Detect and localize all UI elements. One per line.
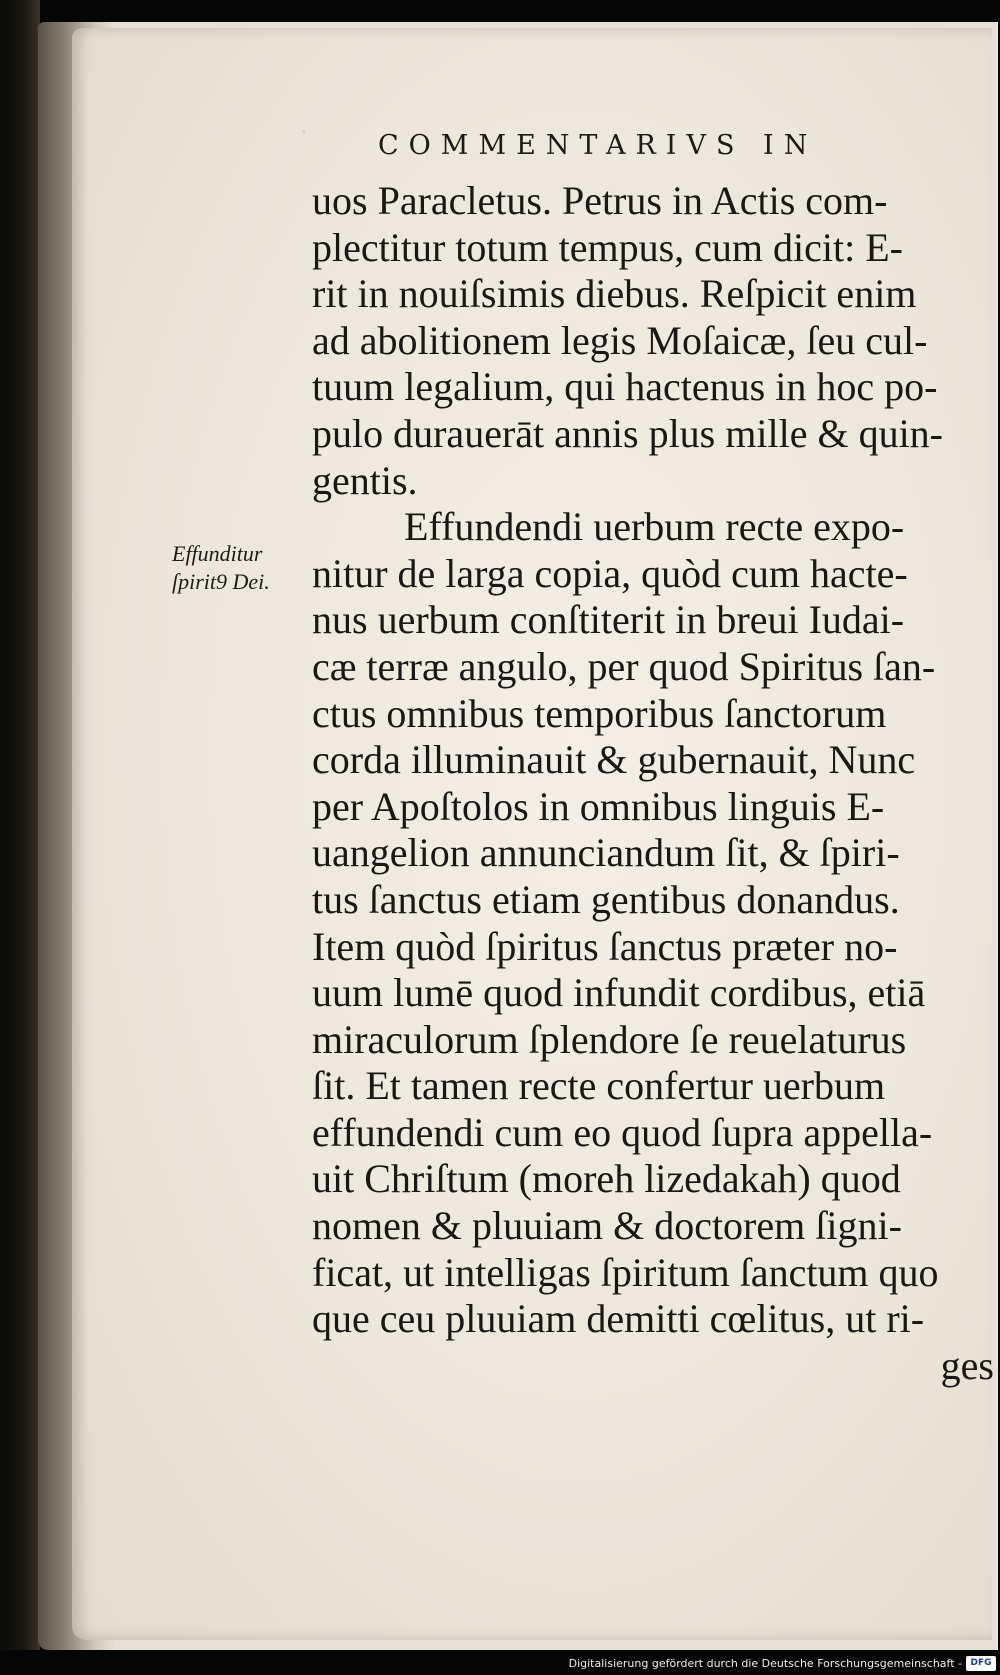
text-line: ctus omnibus temporibus ſanctorum — [312, 690, 887, 736]
text-line: Item quòd ſpiritus ſanctus præter no- — [312, 923, 898, 969]
text-line: cæ terræ angulo, per quod Spiritus ſan- — [312, 643, 936, 689]
text-line: nus uerbum conſtiterit in breui Iudai- — [312, 597, 905, 643]
text-line: plectitur totum tempus, cum dicit: E- — [312, 224, 903, 270]
text-line: per Apoſtolos in omnibus linguis E- — [312, 783, 885, 829]
text-line: uos Paracletus. Petrus in Actis com- — [312, 178, 888, 223]
catchword: ges — [940, 1342, 994, 1388]
text-line: uangelion annunciandum ſit, & ſpiri- — [312, 830, 900, 876]
text-line: nomen & pluuiam & doctorem ſigni- — [312, 1203, 902, 1249]
text-line: effundendi cum eo quod ſupra appella- — [312, 1109, 933, 1155]
text-line: uit Chriſtum (moreh lizedakah) quod — [312, 1156, 901, 1202]
text-line: uum lumē quod infundit cordibus, etiā — [312, 970, 926, 1016]
text-line: tus ſanctus etiam gentibus donandus. — [312, 876, 900, 922]
text-line: gentis. — [312, 457, 418, 503]
footer-bar — [0, 1650, 1000, 1675]
text-line: tuum legalium, qui hactenus in hoc po- — [312, 364, 938, 410]
running-head: COMMENTARIVS IN — [378, 130, 818, 161]
text-line: nitur de larga copia, quòd cum hacte- — [312, 550, 908, 596]
text-line: ad abolitionem legis Moſaicæ, ſeu cul- — [312, 317, 928, 363]
text-line: rit in nouiſsimis diebus. Reſpicit enim — [312, 271, 917, 317]
text-line: que ceu pluuiam demitti cœlitus, ut ri- — [312, 1296, 925, 1342]
show-through-text: · — [300, 118, 308, 146]
funding-credit: Digitalisierung gefördert durch die Deutsche Forschungsgemeinschaft - — [568, 1657, 962, 1670]
dfg-logo: DFG — [966, 1656, 996, 1671]
text-line: corda illuminauit & gubernauit, Nunc — [312, 737, 916, 783]
marginal-note-line: ſpirit9 Dei. — [172, 569, 270, 594]
marginal-note — [172, 540, 312, 596]
body-text — [312, 178, 1000, 1389]
text-line: Effundendi uerbum recte expo- — [404, 504, 905, 550]
text-line: miraculorum ſplendore ſe reuelaturus — [312, 1016, 907, 1062]
book-spine-edge — [0, 0, 40, 1675]
text-line: ficat, ut intelligas ſpiritum ſanctum quo — [312, 1249, 939, 1295]
text-line: pulo durauerāt annis plus mille & quin- — [312, 410, 943, 456]
text-line: ſit. Et tamen recte confertur uerbum — [312, 1063, 886, 1109]
marginal-note-line: Effunditur — [172, 541, 263, 566]
